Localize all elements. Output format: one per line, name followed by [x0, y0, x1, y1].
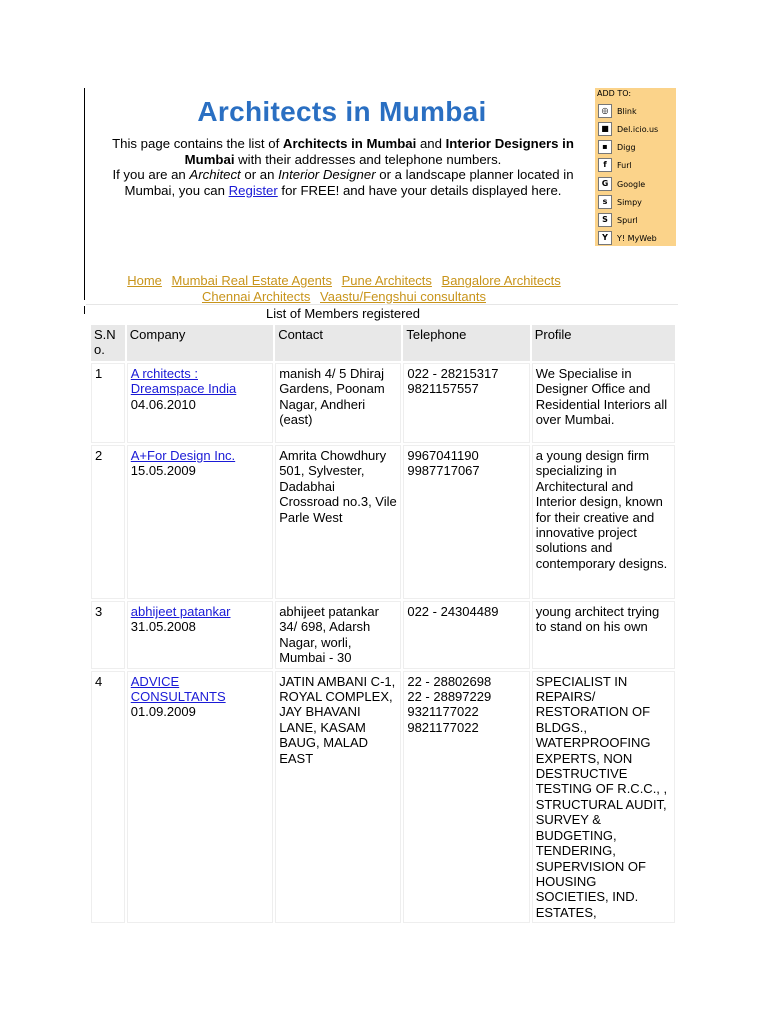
cell-sno: 3 [91, 601, 125, 669]
page-title: Architects in Mumbai [197, 96, 487, 127]
spurl-icon: S [598, 213, 612, 227]
company-date: 31.05.2008 [130, 619, 196, 635]
blink-icon: ◎ [598, 104, 612, 118]
company-date: 04.06.2010 [130, 396, 196, 412]
intro-text-part: with their addresses and telephone numbers. [234, 151, 502, 167]
members-table [89, 323, 677, 925]
add-to-bookmarks-panel [595, 88, 676, 246]
furl-icon: f [598, 158, 612, 172]
register-link[interactable]: Register [228, 182, 278, 198]
nav-link-home[interactable]: Home [127, 273, 162, 288]
phone: 022 - 28215317 [407, 366, 499, 381]
intro-bold-interior: Interior Designers in Mumbai [184, 136, 574, 167]
nav-link-pune-architects[interactable]: Pune Architects [341, 273, 432, 288]
bookmark-delicious[interactable] [598, 122, 658, 136]
cell-telephone [403, 671, 529, 924]
bookmark-label: Digg [617, 142, 636, 152]
header-contact: Contact [275, 325, 401, 361]
cell-contact: JATIN AMBANI C-1, ROYAL COMPLEX, JAY BHAVANI LANE, KASAM BAUG, MALAD EAST [275, 671, 401, 924]
cell-profile: We Specialise in Designer Office and Residential Interiors all over Mumbai. [532, 363, 675, 443]
nav-link-vaastu[interactable]: Vaastu/Fengshui consultants [320, 288, 486, 304]
bookmark-label: Y! MyWeb [617, 233, 657, 243]
bookmark-google[interactable] [598, 177, 645, 191]
cell-contact: manish 4/ 5 Dhiraj Gardens, Poonam Nagar, Andheri (east) [275, 363, 401, 443]
header-divider [86, 304, 678, 305]
nav-links [110, 273, 578, 304]
company-link[interactable]: ADVICE CONSULTANTS [130, 673, 226, 705]
phone: 9987717067 [407, 463, 480, 479]
header-profile: Profile [532, 325, 675, 361]
company-date: 01.09.2009 [130, 704, 196, 720]
company-link[interactable]: abhijeet patankar [130, 604, 231, 619]
intro-line2 [112, 167, 573, 198]
cell-sno: 4 [91, 671, 125, 924]
intro-text-part: This page contains the list of [112, 136, 283, 151]
bookmark-blink[interactable] [598, 104, 637, 118]
nav-link-mumbai-real-estate[interactable]: Mumbai Real Estate Agents [171, 273, 332, 288]
add-to-title: ADD TO: [597, 89, 632, 98]
google-icon: G [598, 177, 612, 191]
cell-telephone [403, 445, 529, 599]
cell-company [127, 363, 273, 443]
table-row [91, 601, 675, 669]
intro-text-part: or an [240, 167, 279, 182]
bookmark-digg[interactable] [598, 140, 636, 154]
cell-contact: abhijeet patankar 34/ 698, Adarsh Nagar, worli, Mumbai - 30 [275, 601, 401, 669]
bookmark-label: Google [617, 179, 646, 189]
cell-company [127, 671, 273, 924]
intro-italic-architect: Architect [189, 167, 241, 182]
table-header-row [91, 325, 675, 361]
digg-icon: ▪ [598, 140, 612, 154]
bookmark-spurl[interactable] [598, 213, 638, 227]
bookmark-yahoo[interactable] [598, 231, 657, 245]
bookmark-label: Blink [617, 106, 637, 116]
delicious-icon: ■ [598, 122, 612, 136]
intro-bold-architects: Architects in Mumbai [282, 136, 417, 151]
intro-text-part: or a landscape planner located in Mumbai, you can [124, 167, 574, 198]
left-border-tick [84, 306, 85, 314]
phone: 9321177022 [407, 704, 479, 720]
cell-profile: a young design firm specializing in Architectural and Interior design, known for their creative and innovative project solutions and contemporary designs. [532, 445, 675, 599]
cell-profile: SPECIALIST IN REPAIRS/ RESTORATION OF BLDGS., WATERPROOFING EXPERTS, NON DESTRUCTIVE TESTING OF R.C.C., , STRUCTURAL AUDIT, SURVEY & BUDGETING, TENDERING, SUPERVISION OF HOUSING SOCIETIES, IND. ESTATES, [532, 671, 675, 924]
phone: 9821177022 [407, 719, 479, 735]
bookmark-label: Simpy [617, 197, 642, 207]
left-border-line [84, 88, 85, 300]
intro-italic-designer: Interior Designer [278, 167, 376, 182]
list-caption: List of Members registered [266, 306, 420, 321]
nav-link-bangalore-architects[interactable]: Bangalore Architects [441, 273, 561, 288]
cell-contact: Amrita Chowdhury 501, Sylvester, Dadabhai Crossroad no.3, Vile Parle West [275, 445, 401, 599]
cell-telephone: 022 - 24304489 [403, 601, 529, 669]
header-company: Company [127, 325, 273, 361]
company-link[interactable]: A+For Design Inc. [130, 448, 236, 463]
simpy-icon: s [598, 195, 612, 209]
bookmark-label: Spurl [617, 215, 638, 225]
bookmark-furl[interactable] [598, 158, 632, 172]
cell-profile: young architect trying to stand on his own [532, 601, 675, 669]
bookmark-label: Del.icio.us [617, 124, 659, 134]
table-row [91, 671, 675, 924]
intro-text-part: and [416, 136, 446, 151]
intro-line1 [112, 136, 574, 167]
intro-text-part: If you are an [112, 167, 190, 182]
bookmark-simpy[interactable] [598, 195, 642, 209]
header-sno: S.N o. [91, 325, 125, 361]
phone: 9821157557 [407, 381, 479, 397]
intro-text-part: for FREE! and have your details displayed here. [277, 182, 562, 198]
cell-company [127, 601, 273, 669]
table-row [91, 363, 675, 443]
cell-sno: 2 [91, 445, 125, 599]
table-row [91, 445, 675, 599]
company-link[interactable]: A rchitects : Dreamspace India [130, 366, 237, 397]
header-telephone: Telephone [403, 325, 529, 361]
nav-link-chennai-architects[interactable]: Chennai Architects [201, 288, 311, 304]
phone: 22 - 28897229 [407, 689, 492, 705]
phone: 22 - 28802698 [407, 673, 492, 689]
intro-text [90, 136, 596, 198]
cell-telephone [403, 363, 529, 443]
cell-company [127, 445, 273, 599]
company-date: 15.05.2009 [130, 463, 196, 479]
bookmark-label: Furl [617, 160, 632, 170]
yahoo-icon: Y [598, 231, 612, 245]
phone: 9967041190 [407, 448, 479, 463]
cell-sno: 1 [91, 363, 125, 443]
